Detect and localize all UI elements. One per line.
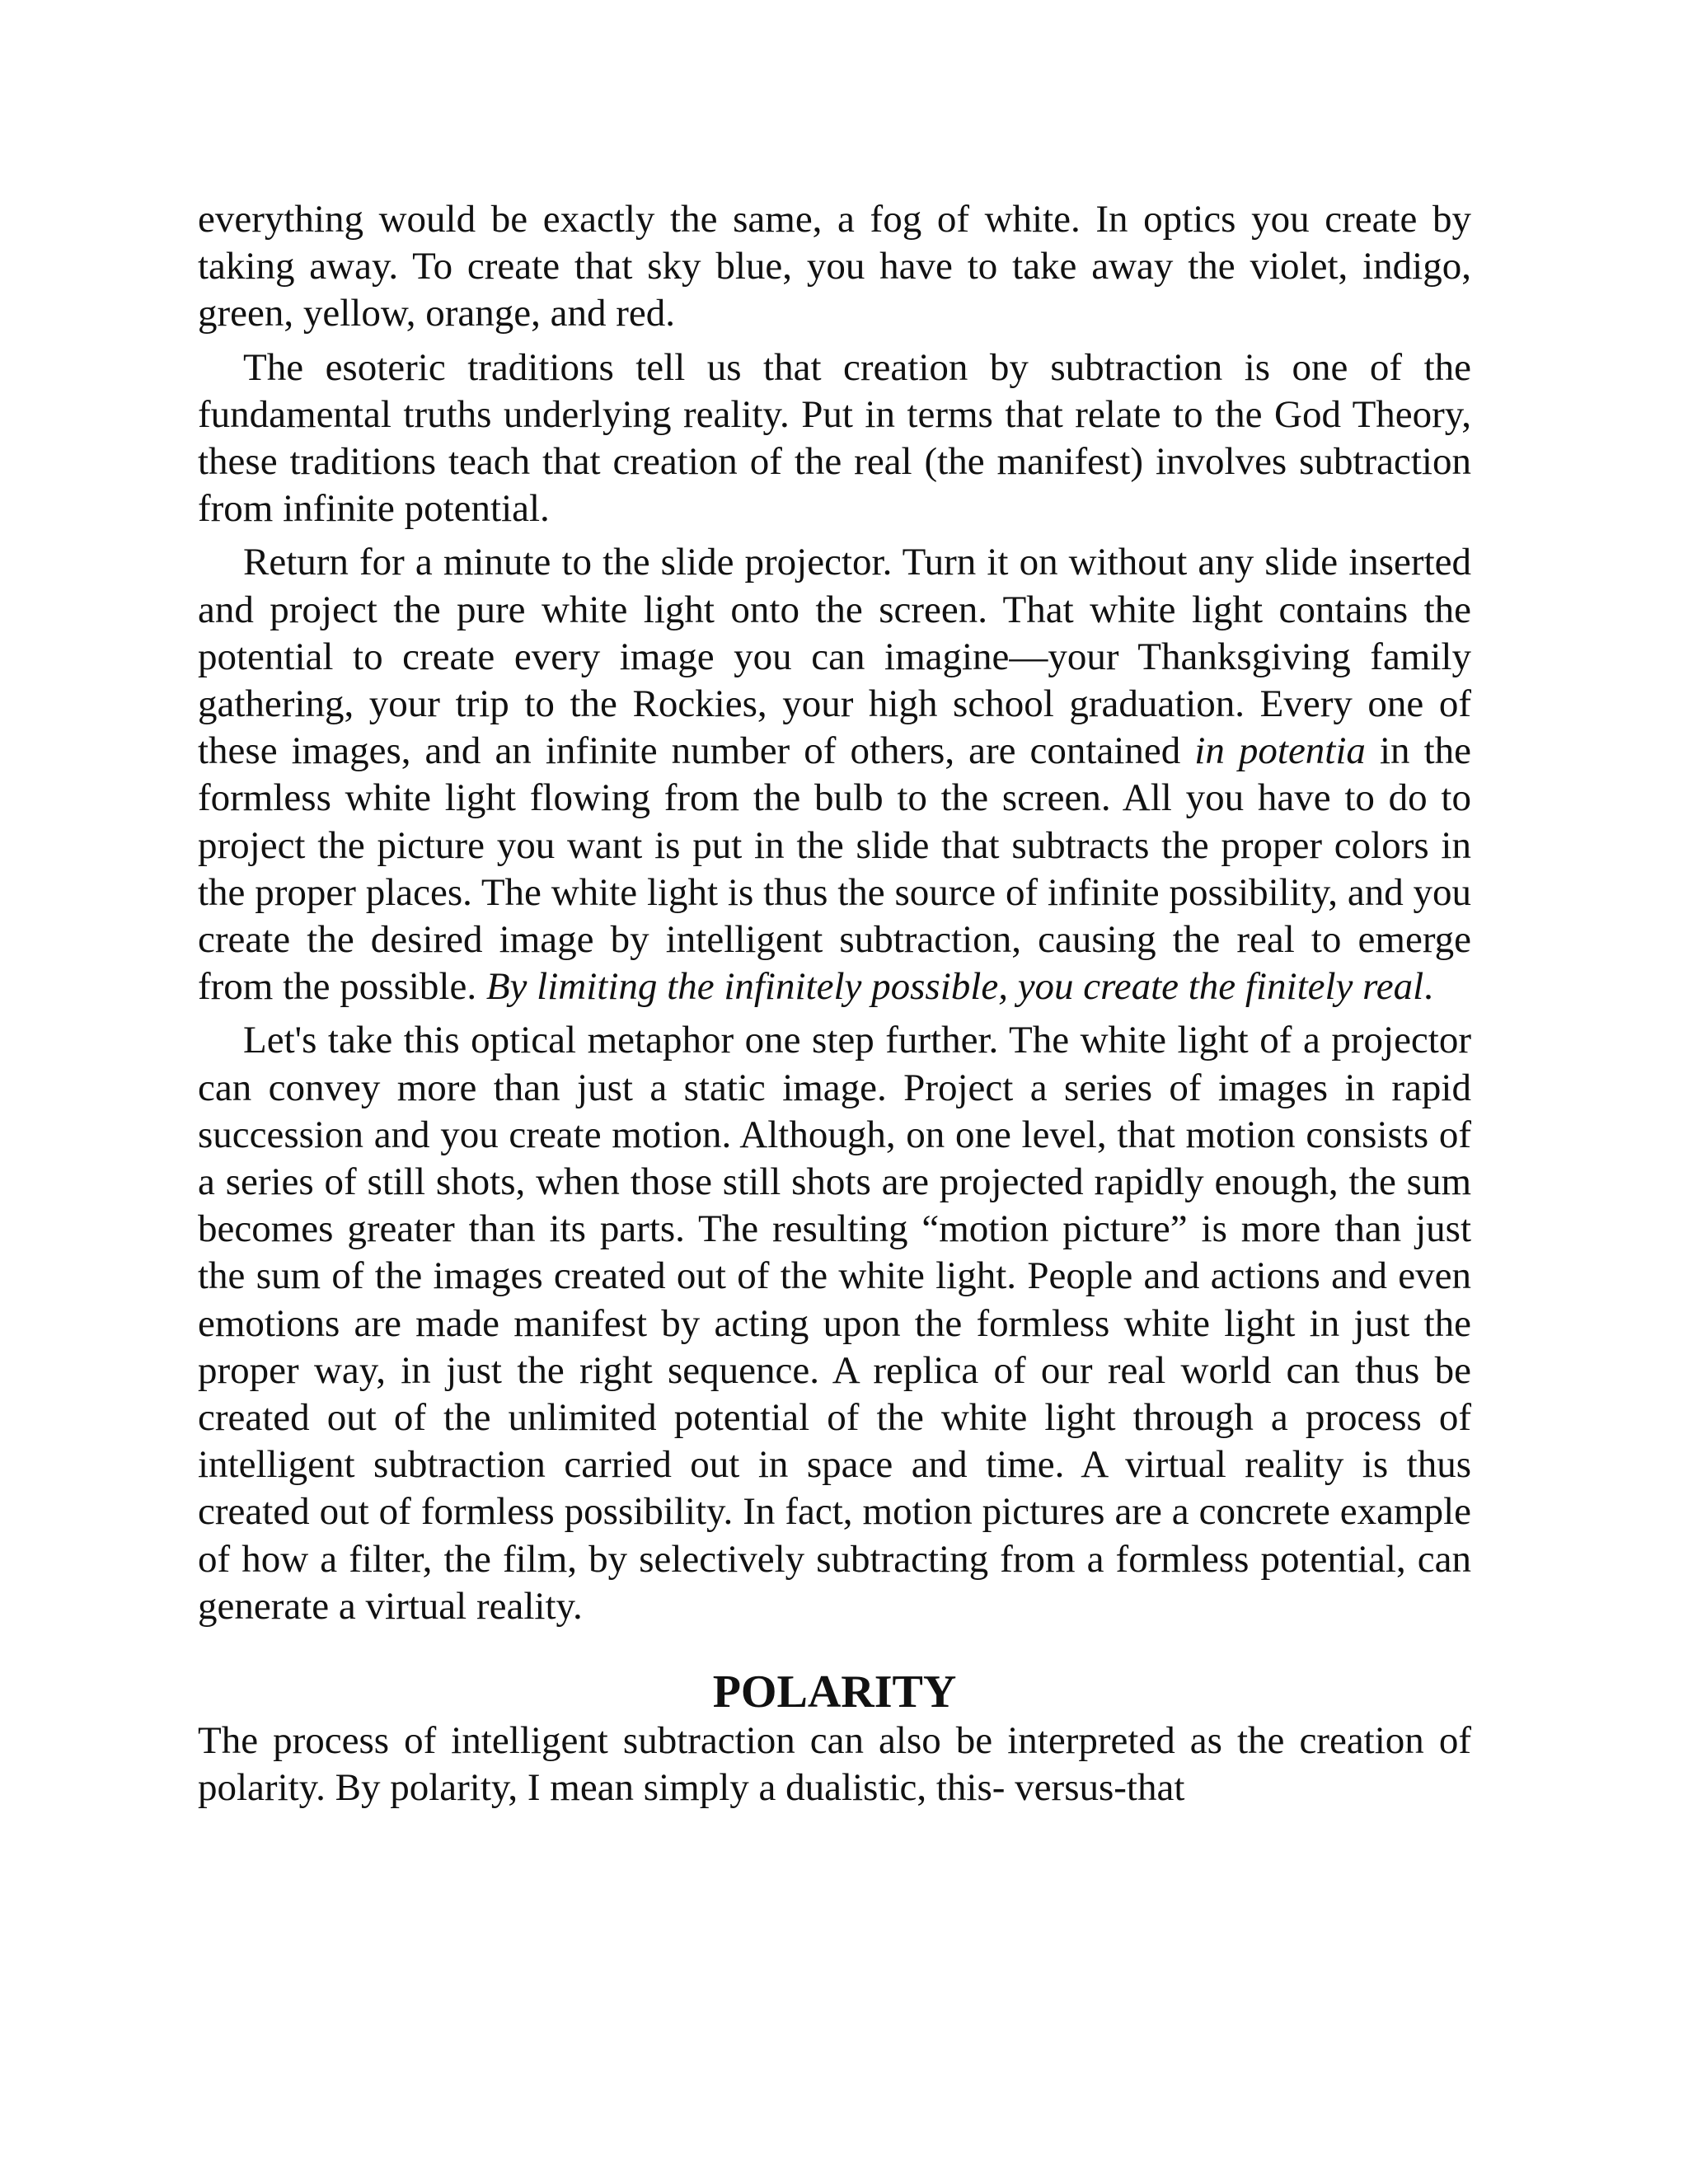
- paragraph-text-segment: .: [1423, 965, 1433, 1009]
- italic-phrase-limiting: By limiting the infinitely possible, you create the finitely real: [485, 965, 1424, 1009]
- italic-phrase-in-potentia: in potentia: [1194, 729, 1366, 773]
- section-heading-polarity: POLARITY: [712, 1666, 957, 1718]
- paragraph-esoteric-traditions: The esoteric traditions tell us that creation by subtraction is one of the fundamental truths underlying reality. Put in terms that relate to the God Theory, these traditions teach that creation of the real (the manifest) involves subtraction from infinite potential.: [198, 345, 1471, 531]
- paragraph-text-segment: in the formless white light flowing from the bulb to the screen. All you have to do to project the picture you want is put in the slide that subtracts the proper colors in the proper places. The white light is thus the source of infinite possibility, and you create the desired image by intelligent subtraction, causing the real to emerge from the possible.: [198, 729, 1471, 1009]
- paragraph-slide-projector: [198, 539, 1471, 1010]
- paragraph-optics: everything would be exactly the same, a fog of white. In optics you create by taking away. To create that sky blue, you have to take away the violet, indigo, green, yellow, orange, and red.: [198, 198, 1471, 335]
- book-page: [198, 196, 1471, 1819]
- paragraph-motion-picture: Let's take this optical metaphor one step further. The white light of a projector can convey more than just a static image. Project a series of images in rapid succession and you create motion. Although, on one level, that motion consists of a series of still shots, when those still shots are projected rapidly enough, the sum becomes greater than its parts. The resulting “motion picture” is more than just the sum of the images created out of the white light. People and actions and even emotions are made manifest by acting upon the formless white light in just the proper way, in just the right sequence. A replica of our real world can thus be created out of the unlimited potential of the white light through a process of intelligent subtraction carried out in space and time. A virtual reality is thus created out of formless possibility. In fact, motion pictures are a concrete example of how a filter, the film, by selectively subtracting from a formless potential, can generate a virtual reality.: [198, 1019, 1471, 1628]
- paragraph-polarity: The process of intelligent subtraction can also be interpreted as the creation of polarity. By polarity, I mean simply a dualistic, this- versus-that: [198, 1719, 1471, 1810]
- paragraph-text-segment: Return for a minute to the slide projector. Turn it on without any slide inserted and project the pure white light onto the screen. That white light contains the potential to create every image you can imagine—your Thanksgiving family gathering, your trip to the Rockies, your high school graduation. Every one of these images, and an infinite number of others, are contained: [198, 541, 1471, 773]
